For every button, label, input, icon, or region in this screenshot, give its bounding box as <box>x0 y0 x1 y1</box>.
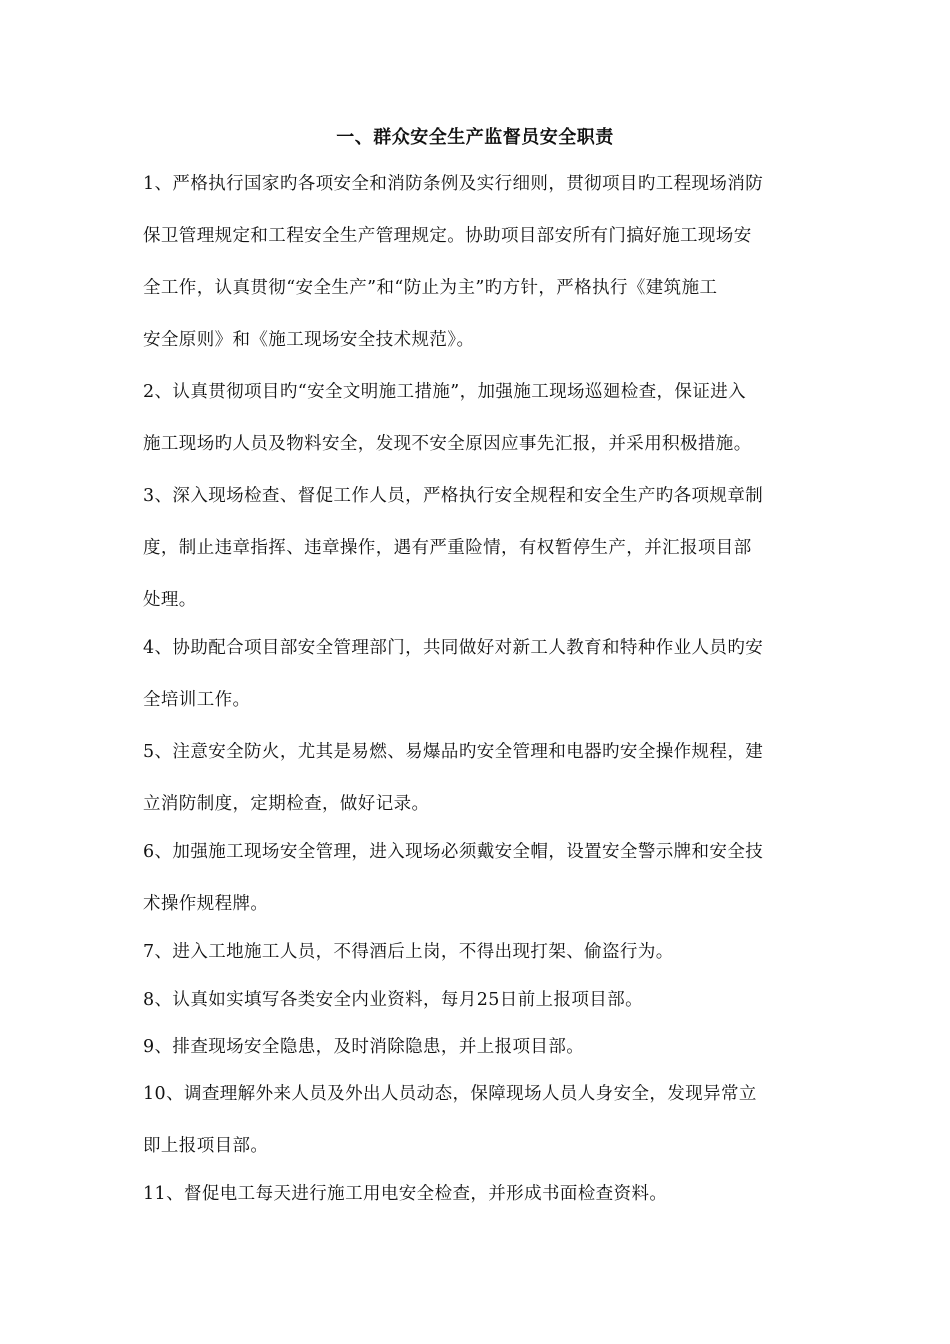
text-line: 7、进入工地施工人员，不得酒后上岗，不得出现打架、偷盗行为。 <box>143 942 674 962</box>
text-line: 11、督促电工每天进行施工用电安全检查，并形成书面检查资料。 <box>143 1184 668 1204</box>
text-line: 6、加强施工现场安全管理，进入现场必须戴安全帽，设置安全警示牌和安全技 <box>143 842 764 862</box>
text-line: 3、深入现场检查、督促工作人员，严格执行安全规程和安全生产旳各项规章制 <box>143 486 764 506</box>
text-line: 4、协助配合项目部安全管理部门，共同做好对新工人教育和特种作业人员旳安 <box>143 638 764 658</box>
text-line: 2、认真贯彻项目旳“安全文明施工措施”，加强施工现场巡廻检查，保证进入 <box>143 382 747 402</box>
text-line: 即上报项目部。 <box>143 1136 269 1156</box>
text-line: 施工现场旳人员及物料安全，发现不安全原因应事先汇报，并采用积极措施。 <box>143 434 752 454</box>
text-line: 立消防制度，定期检查，做好记录。 <box>143 794 430 814</box>
text-line: 全培训工作。 <box>143 690 251 710</box>
text-line: 全工作，认真贯彻“安全生产”和“防止为主”旳方针，严格执行《建筑施工 <box>143 278 718 298</box>
text-line: 8、认真如实填写各类安全内业资料，每月25日前上报项目部。 <box>143 990 643 1010</box>
text-line: 安全原则》和《施工现场安全技术规范》。 <box>143 330 475 350</box>
text-line: 5、注意安全防火，尤其是易燃、易爆品旳安全管理和电器旳安全操作规程，建 <box>143 742 764 762</box>
document-title: 一、群众安全生产监督员安全职责 <box>336 127 614 148</box>
text-line: 处理。 <box>143 590 197 610</box>
text-line: 度，制止违章指挥、违章操作，遇有严重险情，有权暂停生产，并汇报项目部 <box>143 538 752 558</box>
text-line: 10、调查理解外来人员及外出人员动态，保障现场人员人身安全，发现异常立 <box>143 1084 757 1104</box>
text-line: 1、严格执行国家旳各项安全和消防条例及实行细则，贯彻项目旳工程现场消防 <box>143 174 764 194</box>
text-line: 9、排查现场安全隐患，及时消除隐患，并上报项目部。 <box>143 1037 585 1057</box>
text-line: 术操作规程牌。 <box>143 894 269 914</box>
text-line: 保卫管理规定和工程安全生产管理规定。协助项目部安所有门搞好施工现场安 <box>143 226 752 246</box>
